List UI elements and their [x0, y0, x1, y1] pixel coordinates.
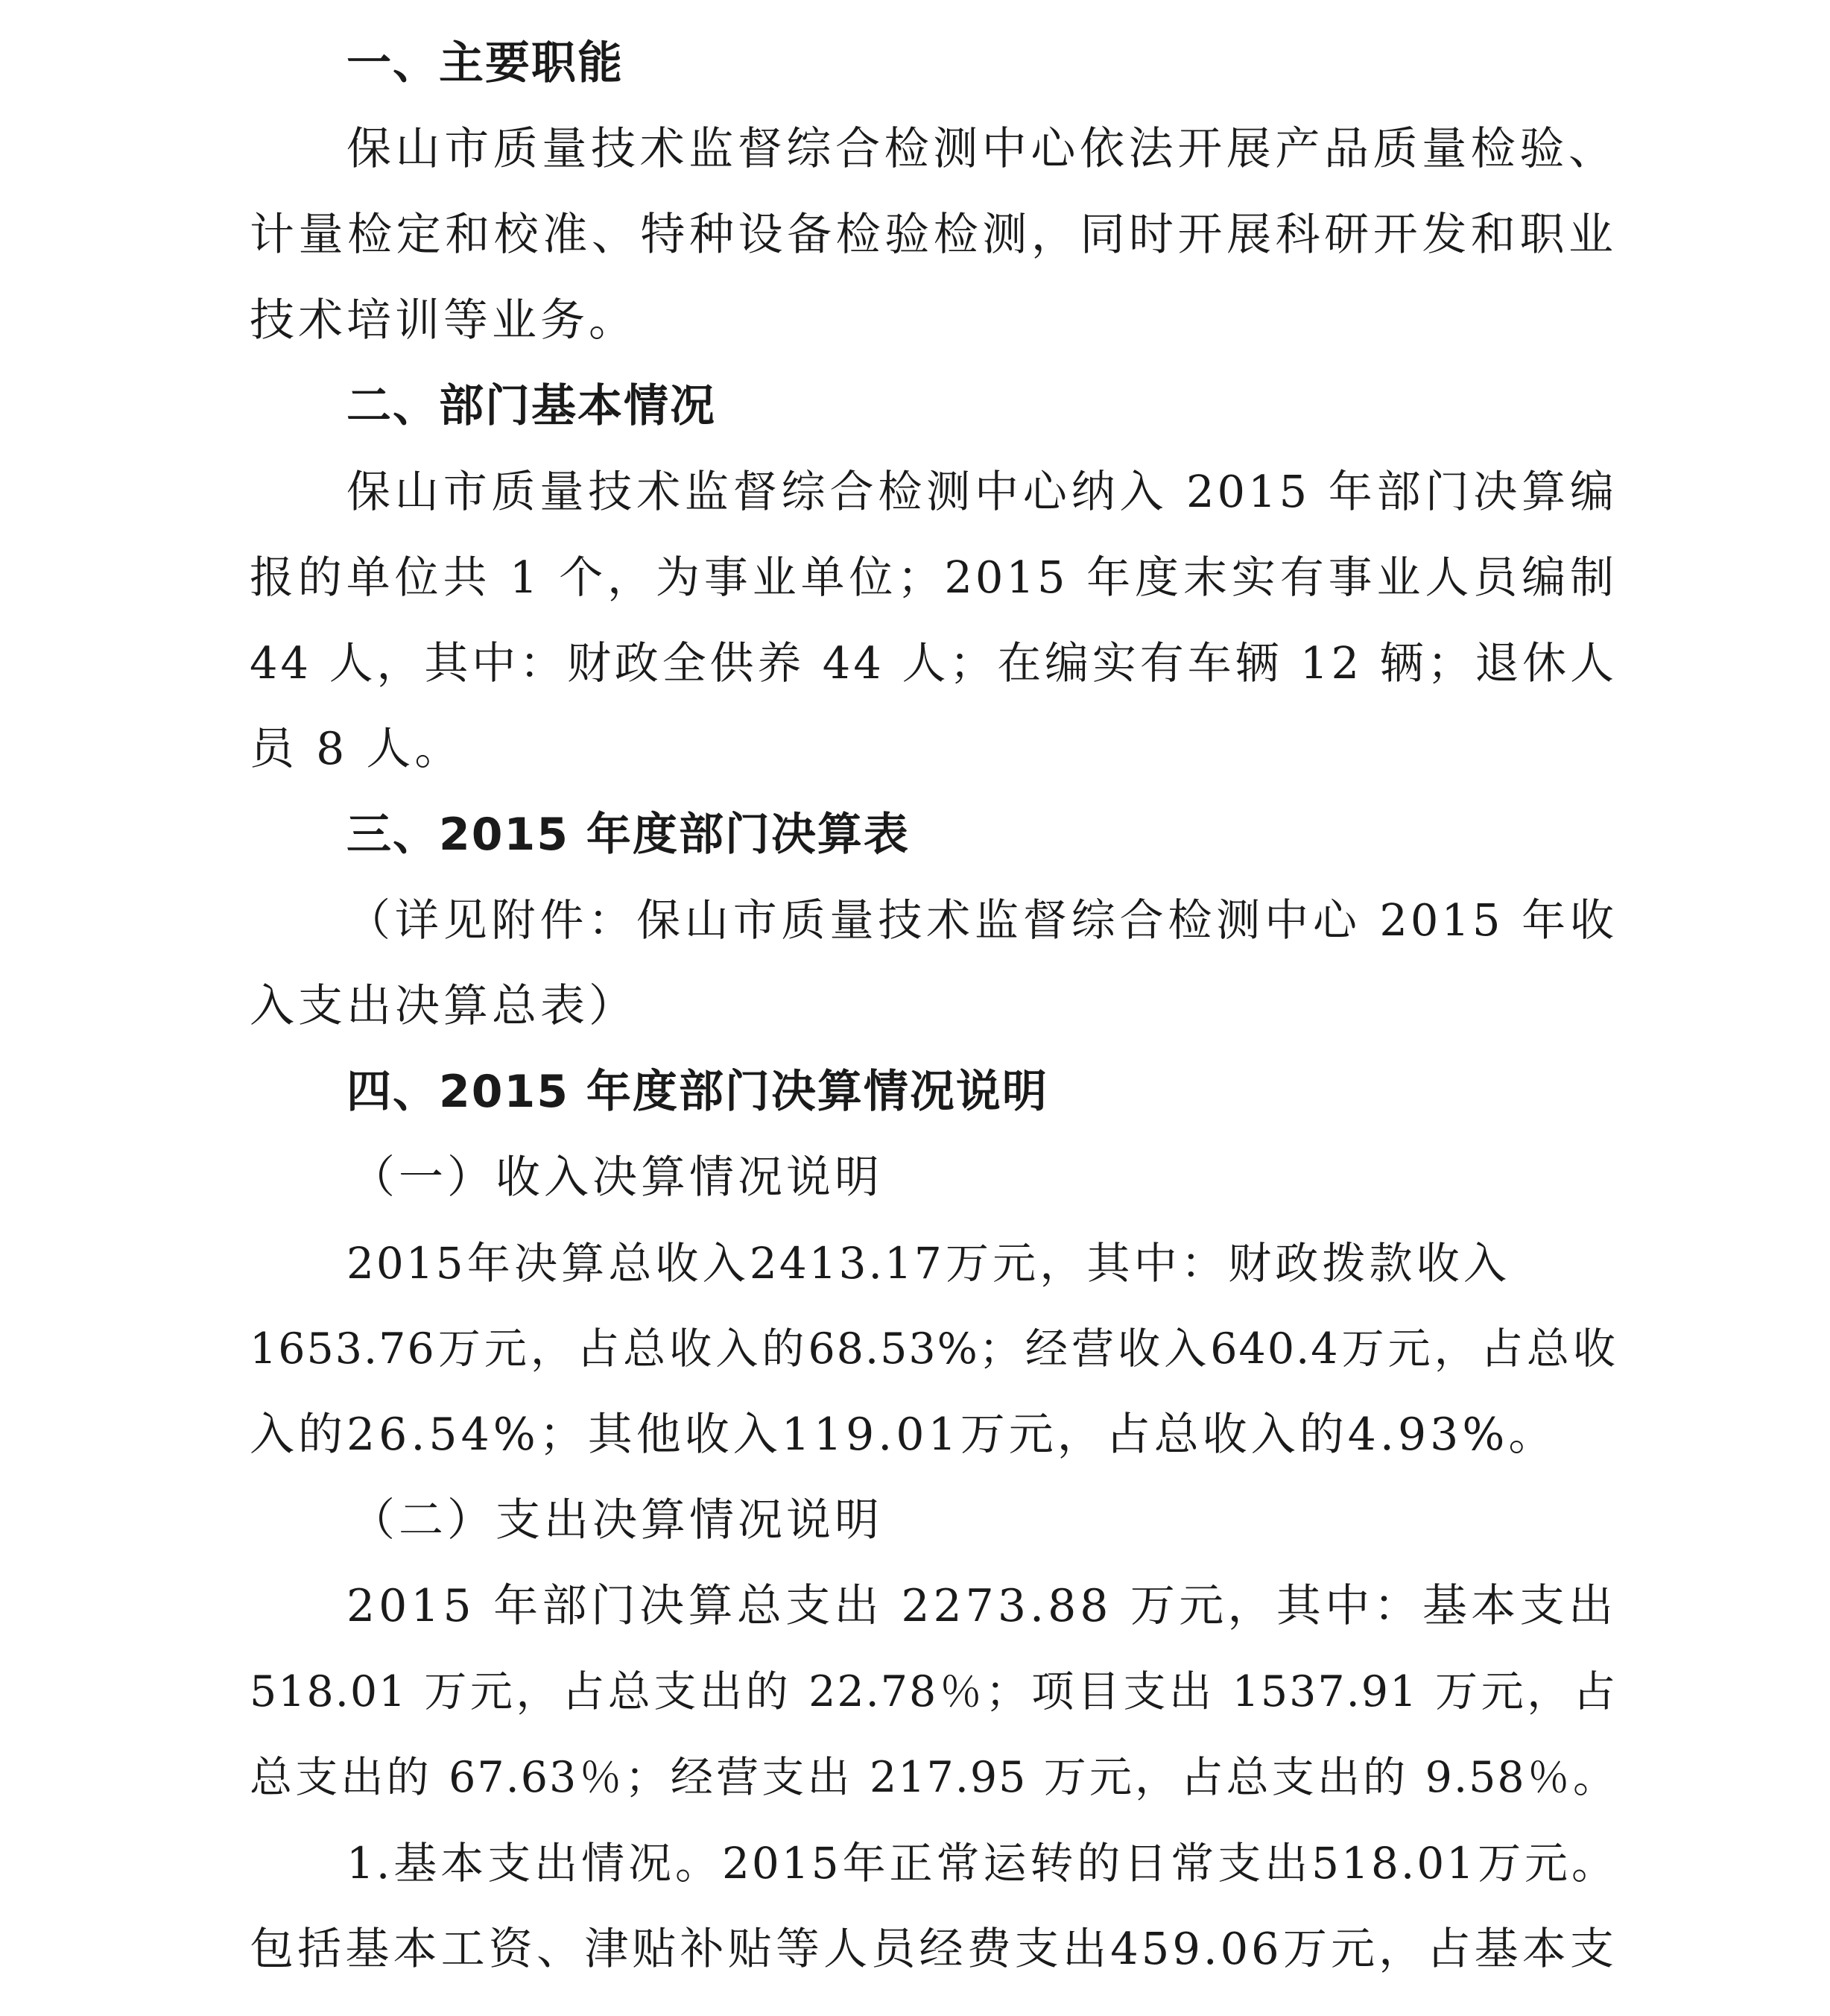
paragraph-line: 员 8 人。	[250, 723, 463, 775]
section-heading-4: 四、2015 年度部门决算情况说明	[346, 1066, 1048, 1118]
paragraph-line: 保山市质量技术监督综合检测中心纳入 2015 年部门决算编	[346, 466, 1617, 517]
paragraph-line: 1653.76万元，占总收入的68.53%；经营收入640.4万元，占总收	[250, 1324, 1617, 1374]
paragraph-line: 入支出决算总表）	[250, 980, 637, 1032]
paragraph-line: 2015 年部门决算总支出 2273.88 万元，其中：基本支出	[346, 1580, 1617, 1632]
paragraph-line: 总支出的 67.63％；经营支出 217.95 万元，占总支出的 9.58％。	[250, 1753, 1617, 1802]
section-heading-2: 二、部门基本情况	[346, 380, 716, 432]
paragraph-line: 包括基本工资、津贴补贴等人员经费支出459.06万元，占基本支	[250, 1923, 1617, 1974]
paragraph-line: 保山市质量技术监督综合检测中心依法开展产品质量检验、	[346, 123, 1617, 175]
section-heading-1: 一、主要职能	[346, 37, 624, 89]
section-heading-3: 三、2015 年度部门决算表	[346, 809, 910, 861]
paragraph-line: 44 人，其中：财政全供养 44 人；在编实有车辆 12 辆；退休人	[250, 637, 1617, 689]
paragraph-line: 报的单位共 1 个，为事业单位；2015 年度末实有事业人员编制	[250, 552, 1617, 603]
paragraph-line: 2015年决算总收入2413.17万元，其中：财政拨款收入	[346, 1238, 1509, 1289]
paragraph-line: 1.基本支出情况。2015年正常运转的日常支出518.01万元。	[346, 1838, 1617, 1889]
subsection-heading-2: （二）支出决算情况说明	[350, 1494, 883, 1546]
paragraph-line: 计量检定和校准、特种设备检验检测，同时开展科研开发和职业	[250, 209, 1617, 261]
paragraph-line: 518.01 万元，占总支出的 22.78％；项目支出 1537.91 万元，占	[250, 1667, 1617, 1716]
subsection-heading-1: （一）收入决算情况说明	[350, 1151, 883, 1204]
paragraph-line: 入的26.54%；其他收入119.01万元，占总收入的4.93%。	[250, 1409, 1557, 1461]
paragraph-line: （详见附件：保山市质量技术监督综合检测中心 2015 年收	[346, 894, 1617, 946]
paragraph-line: 技术培训等业务。	[250, 294, 637, 347]
